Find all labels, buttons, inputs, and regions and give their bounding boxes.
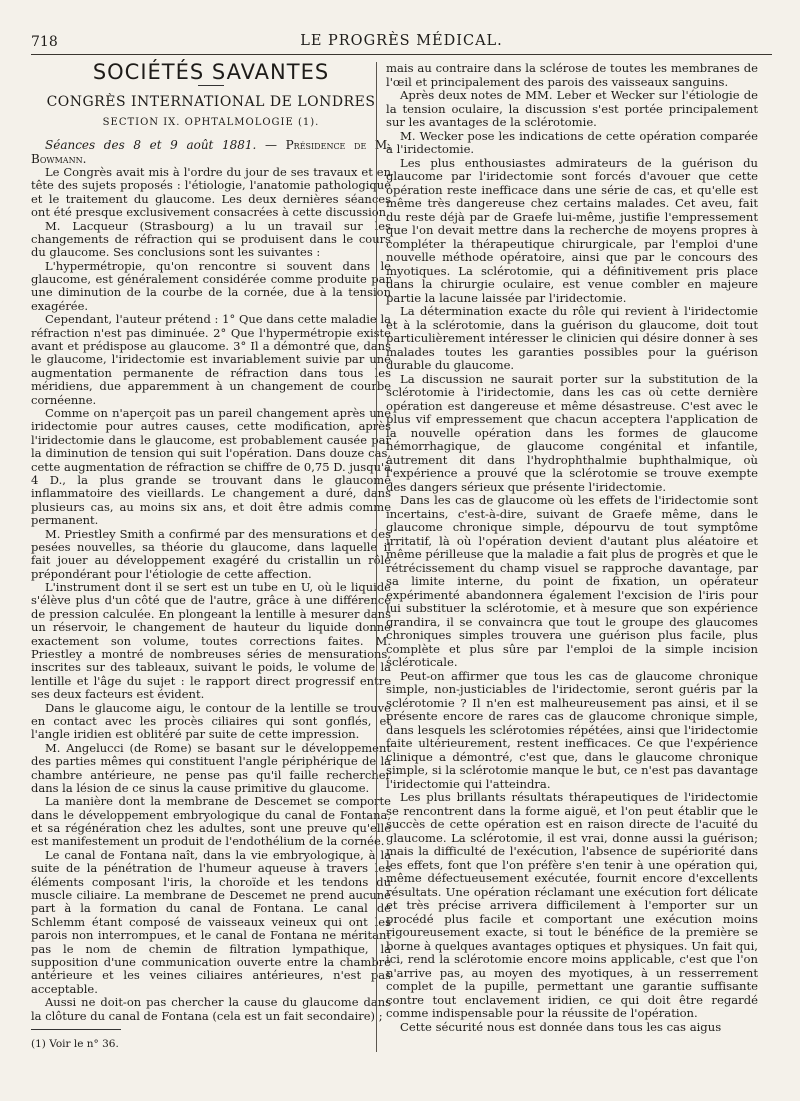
paragraph: Après deux notes de MM. Leber et Wecker sur l'étiologie de la tension oculaire, la discussion s'est portée principalement sur les avantages de la sclérotomie. [386,88,758,129]
paragraph: M. Priestley Smith a confirmé par des mensurations et des pesées nouvelles, sa théorie du glaucome, dans laquelle il fait jouer au développement exagéré du cristallin un rôle prépondérant pour l'étiologie de cette affection. [31,526,391,581]
presidence: — Présidence de M. Bowmann. [31,138,392,166]
paragraph: La discussion ne saurait porter sur la substitution de la sclérotomie à l'iridectomie, dans les cas où cette dernière opération est dangereuse et même désastreuse. C'est avec le plus vif empressement que chacun acceptera l'application de la nouvelle opération dans les formes de glaucome hémorrhagique, de glaucome congénital et infantile, autrement dit dans l'hydrophthalmie buphthalmique, où l'expérience a prouvé que la sclérotomie se trouve exempte des dangers sérieux que présente l'iridectomie. [386,371,758,494]
section-line: SECTION IX. OPHTALMOLOGIE (1). [102,116,320,128]
page-header [31,32,772,54]
running-title: LE PROGRÈS MÉDICAL. [300,33,503,49]
congress-title: CONGRÈS INTERNATIONAL DE LONDRES [46,94,376,111]
paragraph: M. Angelucci (de Rome) se basant sur le développement des parties mêmes qui constituent l'angle périphérique de la chambre antérieure, ne pense pas qu'il faille rechercher dans la lésion de ce sinus la cause primitive du glaucome. [31,740,391,795]
paragraph: Comme on n'aperçoit pas un pareil changement après une iridectomie pour autres causes, cette modification, après l'iridectomie dans le glaucome, est probablement causée par la diminution de tension qui suit l'opération. Dans douze cas, cette augmentation de réfraction se chiffre de 0,75 D. jusqu'à 4 D., la plus grande se trouvant dans le glaucome inflammatoire des vieillards. Le changement a duré, dans plusieurs cas, au moins six ans, et doit être admis comme permanent. [31,405,391,528]
footnote-rule [31,1029,121,1030]
title-divider [198,85,224,86]
paragraph: La manière dont la membrane de Descemet se comporte dans le développement embryologique du canal de Fontana, et sa régénération chez les adultes, sont une preuve qu'elle est manifestement un produit de l'endothélium de la cornée. [31,794,391,849]
paragraph: M. Lacqueur (Strasbourg) a lu un travail sur les changements de réfraction qui se produisent dans le cours du glaucome. Ses conclusions sont les suivantes : [31,218,391,260]
seance-dates: Séances des 8 et 9 août 1881. [45,138,257,153]
paragraph: Dans le glaucome aigu, le contour de la lentille se trouve en contact avec les procès ciliaires qui sont gonflés, et l'angle iridien est oblitéré par suite de cette impression. [31,700,391,742]
paragraph: Cette sécurité nous est donnée dans tous les cas aigus [400,1019,722,1034]
footnote: (1) Voir le n° 36. [31,1037,119,1050]
paragraph: mais au contraire dans la sclérose de toutes les membranes de l'œil et principalement des parois des vaisseaux sanguins. [386,61,758,89]
paragraph: Peut-on affirmer que tous les cas de glaucome chronique simple, non-justiciables de l'iridectomie, seront guéris par la sclérotomie ? Il n'en est malheureusement pas ainsi, et il se présente encore de rares cas de glaucome chronique simple, dans lesquels les sclérotomies répétées, ainsi que l'iridectomie faite ultérieurement, restent inefficaces. Ce que l'expérience clinique a démontré, c'est que, dans le glaucome chronique simple, si la sclérotomie manque le but, ce n'est pas davantage l'iridectomie qui l'atteindra. [386,668,758,791]
paragraph: Le Congrès avait mis à l'ordre du jour de ses travaux et en tête des sujets proposés : l'étiologie, l'anatomie pathologique et le traitement du glaucome. Les deux dernières séances ont été presque exclusivement consacrées à cette discussion. [31,164,391,220]
paragraph: M. Wecker pose les indications de cette opération comparée à l'iridectomie. [386,128,758,156]
section-title: SOCIÉTÉS SAVANTES [92,60,330,84]
column-divider [376,62,377,1052]
paragraph: L'instrument dont il se sert est un tube en U, où le liquide s'élève plus d'un côté que de l'autre, grâce à une différence de pression calculée. En plongeant la lentille à mesurer dans un réservoir, le changement de hauteur du liquide donne exactement son volume, toutes corrections faites. M. Priestley a montré de nombreuses séries de mensurations, inscrites sur des tableaux, suivant le poids, le volume de la lentille et l'âge du sujet : le rapport direct progressif entre ses deux facteurs est évident. [31,580,391,702]
right-column [386,62,758,1034]
paragraph: Les plus brillants résultats thérapeutiques de l'iridectomie se rencontrent dans la forme aiguë, et l'on peut établir que le succès de cette opération est en raison directe de l'acuité du glaucome. La sclérotomie, il est vrai, donne aussi la guérison; mais la difficulté de l'exécution, l'absence de supériorité dans les effets, font que l'on préfère s'en tenir à une opération qui, même défectueusement exécutée, fournit encore d'excellents résultats. Une opération réclamant une exécution fort délicate et très précise arrivera difficilement à l'emporter sur un procédé plus facile et comportant une exécution moins rigoureusement exacte, si tout le bénéfice de la première se borne à quelques avantages optiques et physiques. Un fait qui, ici, rend la sclérotomie encore moins applicable, c'est que l'on n'arrive pas, au moyen des myotiques, à un resserrement complet de la pupille, permettant une garantie suffisante contre tout enclavement iridien, ce qui doit être regardé comme indispensable pour la réussite de l'opération. [386,790,758,1020]
left-column [31,62,391,1051]
paragraph: Les plus enthousiastes admirateurs de la guérison du glaucome par l'iridectomie sont forcés d'avouer que cette opération reste inefficace dans une série de cas, et qu'elle est même très dangereuse chez certains malades. Cet aveu, fait du reste déjà par de Graefe lui-même, justifie l'empressement que l'on devait mettre dans la recherche de moyens propres à compléter la thérapeutique chirurgicale, par l'emploi d'une nouvelle méthode opératoire, ainsi que par le concours des myotiques. La sclérotomie, qui a définitivement pris place dans la chirurgie oculaire, est venue combler en majeure partie la lacune laissée par l'iridectomie. [386,155,758,305]
paragraph: La détermination exacte du rôle qui revient à l'iridectomie et à la sclérotomie, dans la guérison du glaucome, doit tout particulièrement intéresser le clinicien qui désire donner à ses malades toutes les garanties possibles pour la guérison durable du glaucome. [386,304,758,372]
paragraph: Aussi ne doit-on pas chercher la cause du glaucome dans la clôture du canal de Fontana (cela est un fait secondaire) ; [31,995,391,1023]
paragraph: Le canal de Fontana naît, dans la vie embryologique, à la suite de la pénétration de l'humeur aqueuse à travers les éléments composant l'iris, la choroïde et les tendons du muscle ciliaire. La membrane de Descemet ne prend aucune part à la formation du canal de Fontana. Le canal de Schlemm étant composé de vaisseaux veineux qui ont les parois non interrompues, et le canal de Fontana ne méritant pas le nom de chemin de filtration lympathique, la supposition d'une communication ouverte entre la chambre antérieure et les veines ciliaires antérieures, n'est pas acceptable. [31,847,391,996]
paragraph: L'hypermétropie, qu'on rencontre si souvent dans le glaucome, est généralement considérée comme produite par une diminution de la courbe de la cornée, due à la tension exagérée. [31,258,391,313]
paragraph: Dans les cas de glaucome où les effets de l'iridectomie sont incertains, c'est-à-dire, suivant de Graefe même, dans le glaucome chronique simple, dépourvu de tout symptôme irritatif, là où l'opération devient d'autant plus aléatoire et même périlleuse que la maladie a fait plus de progrès et que le rétrécissement du champ visuel se rapproche davantage, par sa limite interne, du point de fixation, un opérateur expérimenté abandonnera également l'excision de l'iris pour lui substituer la sclérotomie, et à mesure que son expérience grandira, il se convaincra que tout le groupe des glaucomes chroniques simples trouvera une guérison plus facile, plus complète et plus sûre par l'emploi de la simple incision scléroticale. [386,493,758,669]
seance-line [31,139,391,166]
header-rule [31,54,772,55]
paragraph: Cependant, l'auteur prétend : 1° Que dans cette maladie la réfraction n'est pas diminuée. 2° Que l'hypermétropie existe avant et prédispose au glaucome. 3° Il a démontré que, dans le glaucome, l'iridectomie est invariablement suivie par une augmentation permanente de réfraction dans tous les méridiens, due apparemment à un changement de courbe cornéenne. [31,312,391,407]
page-number: 718 [31,34,58,50]
